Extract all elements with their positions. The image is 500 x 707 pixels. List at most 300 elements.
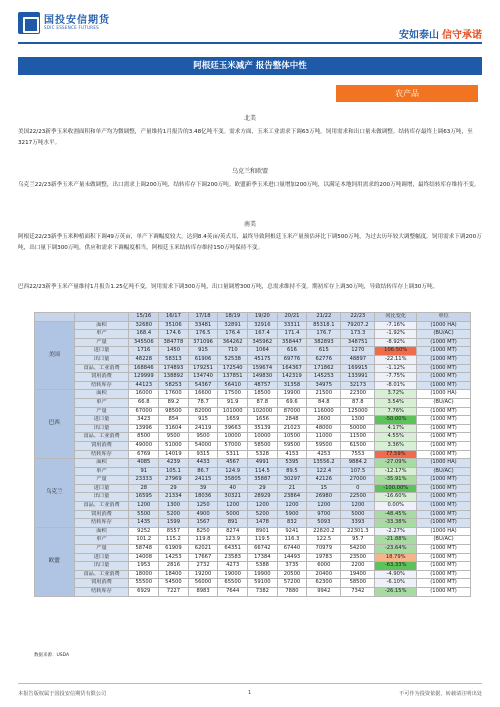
table-cell: 6769 (129, 450, 159, 459)
supply-demand-table (34, 312, 471, 597)
table-cell: 7644 (218, 588, 248, 597)
table-cell: 915 (188, 347, 218, 356)
table-cell: 4900 (188, 510, 218, 519)
table-cell: 40 (218, 484, 248, 493)
table-cell: 123.9 (218, 536, 248, 545)
table-cell: 67440 (277, 545, 307, 554)
unit-cell: (1000 HA) (417, 321, 471, 330)
row-item-label: 饲用消费 (74, 579, 129, 588)
table-cell: 3393 (341, 519, 375, 528)
company-name: 国投安信期货 (44, 15, 110, 26)
table-cell: 1656 (248, 416, 278, 425)
table-cell: 49000 (129, 441, 159, 450)
table-cell: 1200 (277, 502, 307, 511)
yoy-change-cell: -35.91% (375, 476, 417, 485)
table-cell: 9241 (277, 527, 307, 536)
country-label: 美国 (35, 321, 75, 390)
table-cell: 8274 (218, 527, 248, 536)
table-cell: 384778 (159, 338, 189, 347)
footer-disclaimer: 不可作为投资依据，转载请注明出处 (398, 691, 482, 697)
table-cell: 54000 (188, 441, 218, 450)
table-row (35, 510, 471, 519)
table-cell: 4085 (129, 459, 159, 468)
table-cell: 5900 (277, 510, 307, 519)
row-item-label: 进口量 (74, 416, 129, 425)
footer-divider (18, 683, 482, 684)
table-cell: 179251 (188, 364, 218, 373)
table-row (35, 536, 471, 545)
yoy-change-cell: 4.17% (375, 424, 417, 433)
row-item-label: 面积 (74, 321, 129, 330)
unit-cell: (1000 MT) (417, 510, 471, 519)
table-cell: 61906 (188, 355, 218, 364)
table-cell: 32916 (248, 321, 278, 330)
table-cell: 87000 (277, 407, 307, 416)
table-cell: 1567 (188, 519, 218, 528)
row-item-label: 产量 (74, 338, 129, 347)
table-row (35, 381, 471, 390)
table-cell: 107.5 (341, 467, 375, 476)
page-header (0, 0, 500, 40)
table-cell: 9700 (307, 510, 341, 519)
table-cell: 54200 (341, 545, 375, 554)
row-item-label: 面积 (74, 459, 129, 468)
table-cell: 1250 (188, 502, 218, 511)
table-cell: 23583 (218, 553, 248, 562)
table-row (35, 579, 471, 588)
column-header: 单位 (417, 313, 471, 322)
table-cell: 119.5 (248, 536, 278, 545)
table-cell: 19900 (277, 390, 307, 399)
table-cell: 10500 (277, 433, 307, 442)
table-cell: 5000 (218, 510, 248, 519)
yoy-change-cell: -7.75% (375, 373, 417, 382)
row-item-label: 食品、工业消费 (74, 502, 129, 511)
column-header: 16/17 (159, 313, 189, 322)
table-cell: 56410 (218, 381, 248, 390)
row-item-label: 产量 (74, 476, 129, 485)
row-item-label: 饲用消费 (74, 510, 129, 519)
table-cell: 33481 (188, 321, 218, 330)
table-cell: 66742 (248, 545, 278, 554)
unit-cell: (1000 MT) (417, 493, 471, 502)
table-cell: 52538 (218, 355, 248, 364)
row-item-label: 饲用消费 (74, 373, 129, 382)
table-cell: 1200 (341, 502, 375, 511)
table-cell: 1478 (248, 519, 278, 528)
table-cell: 4239 (159, 459, 189, 468)
table-cell: 22300 (341, 390, 375, 399)
table-row (35, 347, 471, 356)
table-cell: 62021 (188, 545, 218, 554)
column-header: 15/16 (129, 313, 159, 322)
unit-cell: (1000 MT) (417, 562, 471, 571)
yoy-change-cell: -1.92% (375, 330, 417, 339)
yoy-change-cell: -12.17% (375, 467, 417, 476)
table-cell: 86.7 (188, 467, 218, 476)
table-cell: 32680 (129, 321, 159, 330)
unit-cell: (1000 MT) (417, 424, 471, 433)
table-cell: 6929 (129, 588, 159, 597)
table-row (35, 527, 471, 536)
table-cell: 14493 (277, 553, 307, 562)
table-cell: 14008 (129, 553, 159, 562)
unit-cell: (1000 MT) (417, 450, 471, 459)
table-cell: 48897 (341, 355, 375, 364)
table-cell: 87.8 (341, 398, 375, 407)
table-cell: 21 (277, 484, 307, 493)
table-cell: 5200 (248, 510, 278, 519)
table-cell: 4433 (188, 459, 218, 468)
table-row (35, 519, 471, 528)
table-cell: 27000 (341, 476, 375, 485)
table-cell: 164367 (277, 364, 307, 373)
table-cell: 2600 (307, 416, 341, 425)
column-header: 18/19 (218, 313, 248, 322)
unit-cell: (1000 MT) (417, 416, 471, 425)
table-cell: 102000 (248, 407, 278, 416)
row-item-label: 出口量 (74, 562, 129, 571)
table-cell: 142319 (277, 373, 307, 382)
row-item-label: 产量 (74, 407, 129, 416)
table-cell: 78.7 (188, 398, 218, 407)
table-cell: 35106 (159, 321, 189, 330)
unit-cell: (1000 MT) (417, 355, 471, 364)
table-cell: 7227 (159, 588, 189, 597)
table-cell: 134740 (188, 373, 218, 382)
table-cell: 101000 (218, 407, 248, 416)
table-cell: 1599 (159, 519, 189, 528)
table-cell: 371096 (188, 338, 218, 347)
table-row (35, 545, 471, 554)
table-cell: 133991 (341, 373, 375, 382)
table-row (35, 588, 471, 597)
table-cell: 20400 (307, 570, 341, 579)
table-cell: 61500 (341, 441, 375, 450)
table-row (35, 433, 471, 442)
unit-cell: (1000 MT) (417, 433, 471, 442)
page-number: 1 (248, 690, 252, 696)
row-item-label: 结转库存 (74, 450, 129, 459)
table-cell: 122.5 (307, 536, 341, 545)
section-title-ukraine-eu: 乌克兰和欧盟 (231, 168, 268, 175)
row-item-label: 结转库存 (74, 519, 129, 528)
table-cell: 67000 (129, 407, 159, 416)
table-cell: 30297 (277, 476, 307, 485)
section-title-north-america: 北美 (243, 115, 256, 122)
table-cell: 1953 (129, 562, 159, 571)
table-cell: 85318.1 (307, 321, 341, 330)
unit-cell: (1000 MT) (417, 519, 471, 528)
table-cell: 119.8 (188, 536, 218, 545)
table-cell: 115.2 (159, 536, 189, 545)
table-cell: 64351 (218, 545, 248, 554)
row-item-label: 单产 (74, 536, 129, 545)
table-cell: 358447 (277, 338, 307, 347)
table-cell: 710 (218, 347, 248, 356)
yoy-change-cell: 106.50% (375, 347, 417, 356)
table-cell: 24119 (188, 424, 218, 433)
table-cell: 19000 (218, 570, 248, 579)
unit-cell: (1000 HA) (417, 459, 471, 468)
table-cell: 348751 (341, 338, 375, 347)
table-cell: 5328 (248, 450, 278, 459)
table-cell: 35887 (248, 476, 278, 485)
table-row (35, 373, 471, 382)
table-cell: 56000 (188, 579, 218, 588)
yoy-change-cell: -7.16% (375, 321, 417, 330)
table-cell: 382893 (307, 338, 341, 347)
table-cell: 35805 (218, 476, 248, 485)
table-cell: 22301.3 (341, 527, 375, 536)
table-cell: 58253 (159, 381, 189, 390)
table-cell: 48228 (129, 355, 159, 364)
table-cell: 58500 (341, 579, 375, 588)
table-cell: 16595 (129, 493, 159, 502)
header-blank (74, 313, 129, 322)
table-cell: 364262 (218, 338, 248, 347)
table-cell: 26980 (307, 493, 341, 502)
table-cell: 21023 (277, 424, 307, 433)
table-cell: 19900 (248, 570, 278, 579)
table-cell: 17600 (159, 390, 189, 399)
table-cell: 4153 (277, 450, 307, 459)
table-cell: 50000 (341, 424, 375, 433)
row-item-label: 结转库存 (74, 381, 129, 390)
unit-cell: (1000 MT) (417, 381, 471, 390)
table-cell: 4567 (218, 459, 248, 468)
table-cell: 168.4 (129, 330, 159, 339)
table-cell: 27969 (159, 476, 189, 485)
table-cell: 122.4 (307, 467, 341, 476)
table-cell: 84.8 (307, 398, 341, 407)
table-cell: 21334 (159, 493, 189, 502)
yoy-change-cell: -8.92% (375, 338, 417, 347)
table-cell: 98500 (159, 407, 189, 416)
table-cell: 1435 (129, 519, 159, 528)
table-row (35, 321, 471, 330)
table-cell: 176.7 (307, 330, 341, 339)
table-row (35, 459, 471, 468)
table-cell: 1300 (159, 502, 189, 511)
table-cell: 58313 (159, 355, 189, 364)
table-cell: 59100 (248, 579, 278, 588)
table-cell: 176.5 (188, 330, 218, 339)
table-cell: 17384 (248, 553, 278, 562)
table-cell: 91 (129, 467, 159, 476)
table-cell: 95.7 (341, 536, 375, 545)
table-cell: 5093 (307, 519, 341, 528)
header-blank (35, 313, 75, 322)
column-header: 同比变化 (375, 313, 417, 322)
table-cell: 39663 (218, 424, 248, 433)
table-cell: 1200 (129, 502, 159, 511)
category-tag: 农产品 (336, 85, 478, 102)
table-cell: 59500 (307, 441, 341, 450)
table-cell: 8983 (188, 588, 218, 597)
table-cell: 62300 (307, 579, 341, 588)
section-title-south-america: 南美 (243, 221, 256, 228)
yoy-change-cell: -22.11% (375, 355, 417, 364)
table-cell: 6000 (307, 562, 341, 571)
table-cell: 23500 (341, 553, 375, 562)
table-cell: 138892 (159, 373, 189, 382)
yoy-change-cell: 7.76% (375, 407, 417, 416)
table-cell: 2848 (277, 416, 307, 425)
table-row (35, 390, 471, 399)
table-row (35, 484, 471, 493)
table-cell: 48757 (248, 381, 278, 390)
table-header-row (35, 313, 471, 322)
report-title-banner: 阿根廷玉米减产 报告整体中性 (18, 57, 482, 75)
table-cell: 89.2 (159, 398, 189, 407)
table-cell: 129999 (129, 373, 159, 382)
table-cell: 174.6 (159, 330, 189, 339)
table-cell: 19400 (341, 570, 375, 579)
table-cell: 4991 (248, 459, 278, 468)
table-row (35, 416, 471, 425)
table-cell: 18036 (188, 493, 218, 502)
table-cell: 14019 (159, 450, 189, 459)
country-label: 乌克兰 (35, 459, 75, 528)
table-cell: 18000 (129, 570, 159, 579)
table-cell: 915 (188, 416, 218, 425)
table-cell: 5200 (159, 510, 189, 519)
unit-cell: (BU/AC) (417, 467, 471, 476)
table-cell: 59500 (277, 441, 307, 450)
table-cell: 159674 (248, 364, 278, 373)
table-cell: 7880 (277, 588, 307, 597)
unit-cell: (1000 MT) (417, 545, 471, 554)
table-cell: 4273 (218, 562, 248, 571)
yoy-change-cell: -2.27% (375, 527, 417, 536)
table-cell: 13996 (129, 424, 159, 433)
table-cell: 19783 (307, 553, 341, 562)
yoy-change-cell: -50.00% (375, 416, 417, 425)
table-cell: 7342 (341, 588, 375, 597)
table-cell: 70979 (307, 545, 341, 554)
unit-cell: (1000 HA) (417, 390, 471, 399)
table-cell: 9252 (129, 527, 159, 536)
table-cell: 832 (277, 519, 307, 528)
table-cell: 1450 (159, 347, 189, 356)
slogan (399, 26, 482, 41)
table-cell: 101.2 (129, 536, 159, 545)
table-cell: 9942 (307, 588, 341, 597)
section-text-brazil: 巴西22/23新季玉米产量维持1月报告1.25亿吨不变。饲用需求下调300万吨，出口量调增300万吨，总需求维持不变。期初库存上调30万吨，导致结转库存上调30万吨。 (18, 284, 439, 290)
table-cell: 55500 (129, 579, 159, 588)
table-cell: 9884.2 (341, 459, 375, 468)
table-cell: 11000 (307, 433, 341, 442)
unit-cell: (1000 MT) (417, 588, 471, 597)
table-row (35, 441, 471, 450)
yoy-change-cell: 77.59% (375, 450, 417, 459)
yoy-change-cell: 3.72% (375, 390, 417, 399)
row-item-label: 食品、工业消费 (74, 433, 129, 442)
yoy-change-cell: -4.90% (375, 570, 417, 579)
table-cell: 7382 (248, 588, 278, 597)
unit-cell: (1000 MT) (417, 364, 471, 373)
table-cell: 1200 (248, 502, 278, 511)
table-cell: 345506 (129, 338, 159, 347)
table-cell: 5000 (341, 510, 375, 519)
table-cell: 29 (248, 484, 278, 493)
row-item-label: 产量 (74, 545, 129, 554)
table-cell: 65500 (218, 579, 248, 588)
table-cell: 58500 (248, 441, 278, 450)
table-cell: 8250 (188, 527, 218, 536)
table-cell: 23864 (277, 493, 307, 502)
company-name-en: SDIC ESSENCE FUTURES (44, 25, 100, 30)
row-item-label: 结转库存 (74, 588, 129, 597)
table-cell: 82000 (188, 407, 218, 416)
table-cell: 54367 (188, 381, 218, 390)
unit-cell: (1000 MT) (417, 570, 471, 579)
table-cell: 1270 (341, 347, 375, 356)
row-item-label: 出口量 (74, 424, 129, 433)
table-cell: 28929 (248, 493, 278, 502)
unit-cell: (1000 MT) (417, 407, 471, 416)
table-cell: 57000 (218, 441, 248, 450)
table-cell: 51000 (159, 441, 189, 450)
column-header: 21/22 (307, 313, 341, 322)
table-cell: 2816 (159, 562, 189, 571)
table-cell: 5395 (277, 459, 307, 468)
unit-cell: (1000 MT) (417, 502, 471, 511)
table-cell: 44123 (129, 381, 159, 390)
table-cell: 87.8 (248, 398, 278, 407)
table-cell: 89.5 (277, 467, 307, 476)
row-item-label: 食品、工业消费 (74, 570, 129, 579)
unit-cell: (1000 MT) (417, 338, 471, 347)
table-cell: 2732 (188, 562, 218, 571)
table-cell: 45175 (248, 355, 278, 364)
table-cell: 4253 (307, 450, 341, 459)
table-row (35, 330, 471, 339)
table-cell: 10000 (218, 433, 248, 442)
table-cell: 7553 (341, 450, 375, 459)
table-cell: 891 (218, 519, 248, 528)
table-cell: 33311 (277, 321, 307, 330)
yoy-change-cell: -48.45% (375, 510, 417, 519)
table-cell: 61909 (159, 545, 189, 554)
unit-cell: (1000 MT) (417, 553, 471, 562)
yoy-change-cell: -33.38% (375, 519, 417, 528)
unit-cell: (1000 HA) (417, 527, 471, 536)
column-header: 17/18 (188, 313, 218, 322)
yoy-change-cell: -1.12% (375, 364, 417, 373)
table-cell: 116.3 (277, 536, 307, 545)
table-row (35, 493, 471, 502)
table-cell: 169915 (341, 364, 375, 373)
yoy-change-cell: -63.33% (375, 562, 417, 571)
country-label: 欧盟 (35, 527, 75, 596)
row-item-label: 单产 (74, 398, 129, 407)
yoy-change-cell: 3.54% (375, 398, 417, 407)
table-row (35, 450, 471, 459)
table-cell: 16600 (188, 390, 218, 399)
table-cell: 2200 (341, 562, 375, 571)
table-row (35, 562, 471, 571)
table-cell: 149830 (248, 373, 278, 382)
table-row (35, 502, 471, 511)
yoy-change-cell: -26.15% (375, 588, 417, 597)
table-cell: 17500 (218, 390, 248, 399)
yoy-change-cell: -6.10% (375, 579, 417, 588)
table-row (35, 467, 471, 476)
table-cell: 3735 (277, 562, 307, 571)
table-cell: 8901 (248, 527, 278, 536)
